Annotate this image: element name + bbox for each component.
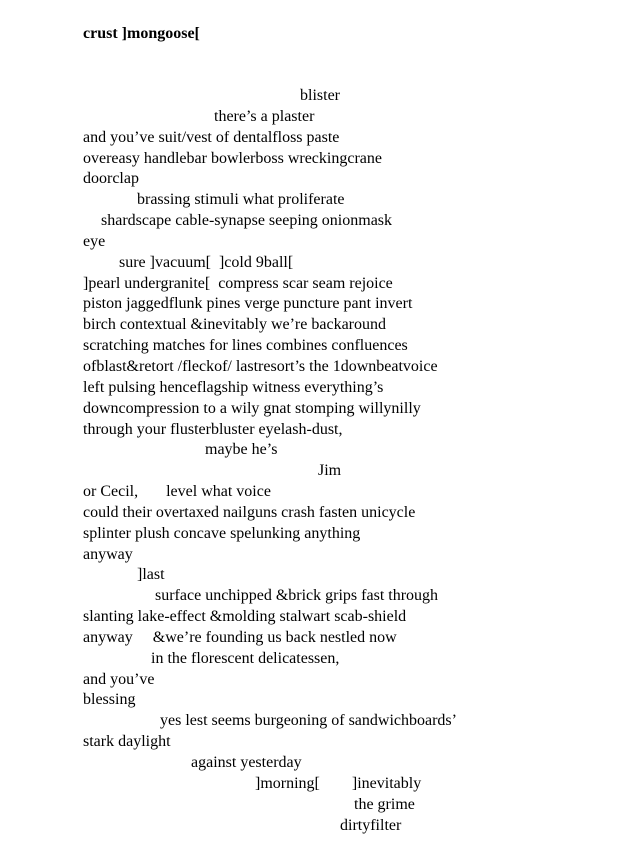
poem-line: ]pearl undergranite[ compress scar seam rejoice	[83, 274, 393, 292]
poem-line: anyway &we’re founding us back nestled now	[83, 628, 397, 646]
poem-line: could their overtaxed nailguns crash fasten unicycle	[83, 503, 416, 521]
poem-line: anyway	[83, 545, 133, 563]
poem-line: blessing	[83, 691, 136, 709]
poem-line: sure ]vacuum[ ]cold 9ball[	[119, 253, 294, 271]
poem-line: doorclap	[83, 170, 139, 188]
poem-line: there’s a plaster	[214, 107, 315, 125]
poem-line: downcompression to a wily gnat stomping willynilly	[83, 399, 421, 417]
poem-line: yes lest seems burgeoning of sandwichboards’	[160, 712, 457, 730]
poem-line: maybe he’s	[205, 441, 278, 459]
poem-body	[83, 86, 623, 836]
poem-line: against yesterday	[191, 754, 302, 771]
poem-line: stark daylight	[83, 733, 171, 751]
poem-line: in the florescent delicatessen,	[151, 649, 340, 667]
poem-line: scratching matches for lines combines confluences	[83, 337, 408, 355]
poem-line: ofblast&retort /fleckof/ lastresort’s the 1downbeatvoice	[83, 357, 438, 375]
poem-line: eye	[83, 232, 106, 250]
poem-line: dirtyfilter	[340, 816, 402, 834]
poem-line: surface unchipped &brick grips fast through	[155, 587, 439, 605]
poem-line: ]morning[ ]inevitably	[255, 774, 422, 792]
poem-line: the grime	[354, 795, 415, 813]
poem-line: overeasy handlebar bowlerboss wreckingcrane	[83, 149, 382, 167]
poem-line: ]last	[137, 566, 165, 584]
poem-line: through your flusterbluster eyelash-dust,	[83, 420, 343, 438]
poem-line: and you’ve suit/vest of dentalfloss paste	[83, 128, 340, 146]
poem-line: Jim	[318, 462, 342, 480]
poem-line: brassing stimuli what proliferate	[137, 191, 345, 209]
poem-line: and you’ve	[83, 670, 155, 688]
poem-line: piston jaggedflunk pines verge puncture pant invert	[83, 295, 413, 313]
poem-line: birch contextual &inevitably we’re backaround	[83, 316, 386, 334]
poem-line: or Cecil, level what voice	[83, 483, 271, 501]
poem-line: splinter plush concave spelunking anything	[83, 524, 361, 542]
poem-line: shardscape cable-synapse seeping onionmask	[101, 212, 393, 230]
poem-title: crust ]mongoose[	[83, 25, 200, 42]
poem-line: left pulsing henceflagship witness everything’s	[83, 378, 384, 396]
poem-line: slanting lake-effect &molding stalwart scab-shield	[83, 608, 407, 626]
poem-line: blister	[300, 87, 340, 104]
